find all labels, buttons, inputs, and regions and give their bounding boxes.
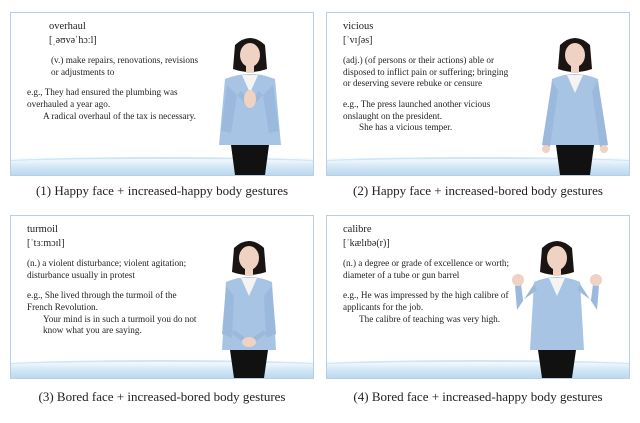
example-sentence: e.g., He was impressed by the high calibre of applicants for the job. xyxy=(343,290,509,312)
presenter-hands-clasped xyxy=(207,35,293,175)
caption: (1) Happy face + increased-happy body gestures xyxy=(35,183,289,198)
vocab-word: overhaul xyxy=(49,21,86,32)
lesson-text xyxy=(27,21,202,122)
example-sentence-2: Your mind is in such a turmoil you do not know what you are saying. xyxy=(43,313,197,336)
panel-turmoil xyxy=(10,215,314,379)
caption: (3) Bored face + increased-bored body gestures xyxy=(38,389,286,404)
phonetic: [ˈtɜːmɔɪl] xyxy=(27,237,65,249)
example-sentence-2: The calibre of teaching was very high. xyxy=(359,313,501,324)
caption: (2) Happy face + increased-bored body gestures xyxy=(353,183,603,198)
vocab-word: turmoil xyxy=(27,224,58,235)
phonetic: [ˌəʊvəˈhɔːl] xyxy=(49,34,97,46)
presenter-arms-down xyxy=(532,35,618,175)
example-sentence-2: A radical overhaul of the tax is necessary. xyxy=(43,110,196,121)
panel-calibre xyxy=(326,215,630,379)
definition: (n.) a violent disturbance; violent agitation; disturbance usually in protest xyxy=(27,258,187,280)
example-sentence-2: She has a vicious temper. xyxy=(359,122,453,133)
lesson-text xyxy=(343,21,513,134)
vocab-word: vicious xyxy=(343,21,374,32)
vocab-word: calibre xyxy=(343,224,372,235)
presenter-fists-raised xyxy=(507,238,607,378)
panel-overhaul xyxy=(10,12,314,176)
definition: (adj.) (of persons or their actions) able or disposed to inflict pain or suffering; bringing or deserving severe rebuke or censure xyxy=(343,55,509,89)
example-sentence: e.g., The press launched another vicious onslaught on the president. xyxy=(343,98,491,121)
caption: (4) Bored face + increased-happy body gestures xyxy=(353,389,603,404)
lesson-text xyxy=(27,224,197,337)
panel-vicious xyxy=(326,12,630,176)
definition: (n.) a degree or grade of excellence or worth; diameter of a tube or gun barrel xyxy=(343,258,510,280)
example-sentence: e.g., They had ensured the plumbing was overhauled a year ago. xyxy=(27,87,178,109)
definition: (v.) make repairs, renovations, revisions or adjustments to xyxy=(51,55,199,77)
phonetic: [ˈkælɪbə(r)] xyxy=(343,237,390,249)
presenter-hands-together-low xyxy=(206,238,292,378)
phonetic: [ˈvɪʃəs] xyxy=(343,34,373,46)
example-sentence: e.g., She lived through the turmoil of the French Revolution. xyxy=(27,290,177,312)
lesson-text xyxy=(343,224,513,325)
